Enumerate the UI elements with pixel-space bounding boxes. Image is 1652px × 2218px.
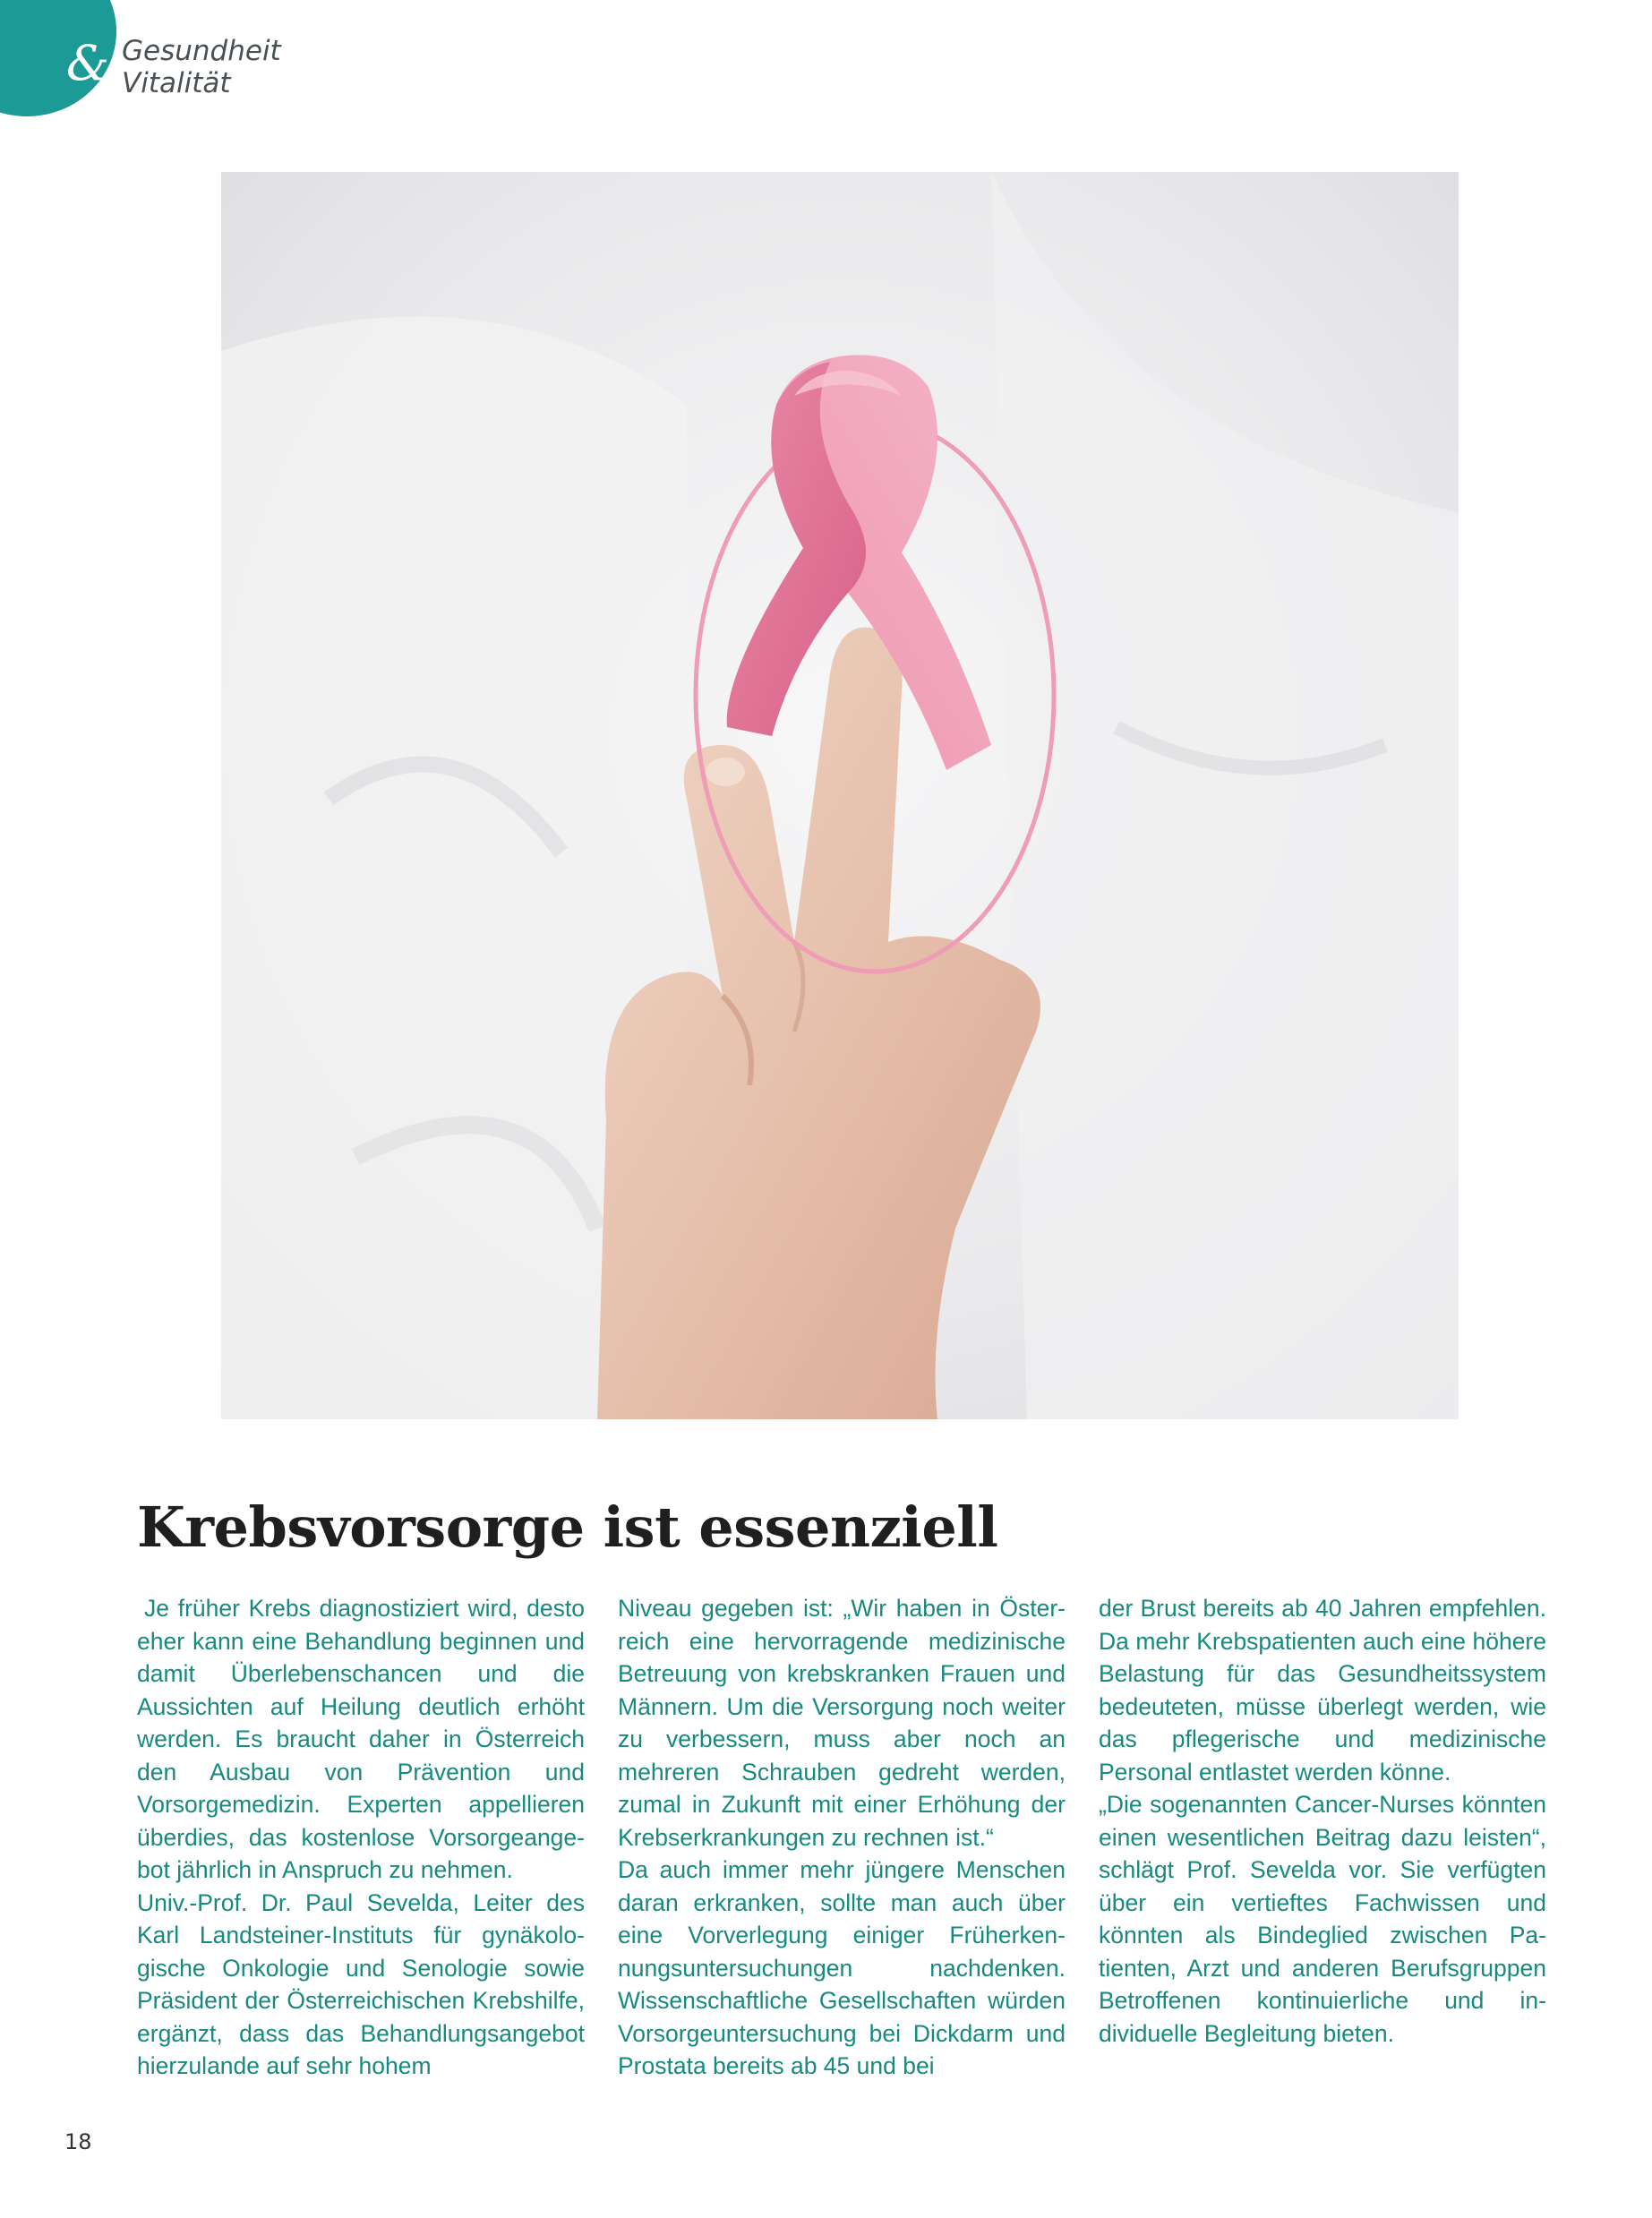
page-number: 18 <box>64 2129 92 2154</box>
article-column-2 <box>618 1592 1066 2083</box>
article-headline: Krebsvorsorge ist essenziell <box>137 1494 998 1560</box>
hero-image <box>221 172 1459 1419</box>
paragraph: der Brust bereits ab 40 Jahren empfehlen. Da mehr Krebspatienten auch eine höhere Belastung für das Gesundheitssystem bedeuteten, müsse überlegt werden, wie das pflegerische und medizinische Personal entlastet werden könne. <box>1099 1595 1546 1786</box>
section-title-vitalitaet: Vitalität <box>122 67 231 99</box>
paragraph: Niveau gegeben ist: „Wir haben in Österreich eine hervorragende medizinische Betreuung von krebskranken Frauen und Männern. Um die Versorgung noch weiter zu verbessern, muss aber noch an mehreren Schrauben gedreht werden, zumal in Zukunft mit einer Erhöhung der Krebserkrankungen zu rechnen ist.“ <box>618 1595 1066 1851</box>
paragraph: Da auch immer mehr jüngere Menschen daran erkranken, sollte man auch über eine Vorverlegung einiger Früherkennungsuntersuchungen nachdenken. Wissenschaftliche Gesellschaften würden Vorsorgeuntersuchung bei Dickdarm und Prostata bereits ab 45 und bei <box>618 1856 1066 2079</box>
section-ampersand: & <box>66 35 110 91</box>
paragraph: Univ.-Prof. Dr. Paul Sevelda, Leiter des Karl Landsteiner-Instituts für gynäkologische Onkologie und Senologie sowie Präsident der Österreichischen Krebshilfe, ergänzt, dass das Behandlungsangebot hierzulande auf sehr hohem <box>137 1888 585 2079</box>
section-title-gesundheit: Gesundheit <box>122 35 281 67</box>
paragraph: „Die sogenannten Cancer-Nurses könnten einen wesentlichen Beitrag dazu leisten“, schlägt Prof. Sevelda vor. Sie verfügten über ein vertieftes Fachwissen und könnten als Bindeglied zwischen Patienten, Arzt und anderen Berufsgruppen Betroffenen kontinuierliche und individuelle Begleitung bieten. <box>1099 1791 1546 2047</box>
article-column-1 <box>137 1592 585 2083</box>
article-column-3 <box>1099 1592 1546 2050</box>
paragraph: Je früher Krebs diagnostiziert wird, desto eher kann eine Behandlung beginnen und damit Überlebenschancen und die Aussichten auf Heilung deutlich erhöht werden. Es braucht daher in Österreich den Ausbau von Prävention und Vorsorgemedizin. Experten appellieren überdies, das kostenlose Vorsorgeangebot jährlich in Anspruch zu nehmen. <box>137 1595 585 1883</box>
